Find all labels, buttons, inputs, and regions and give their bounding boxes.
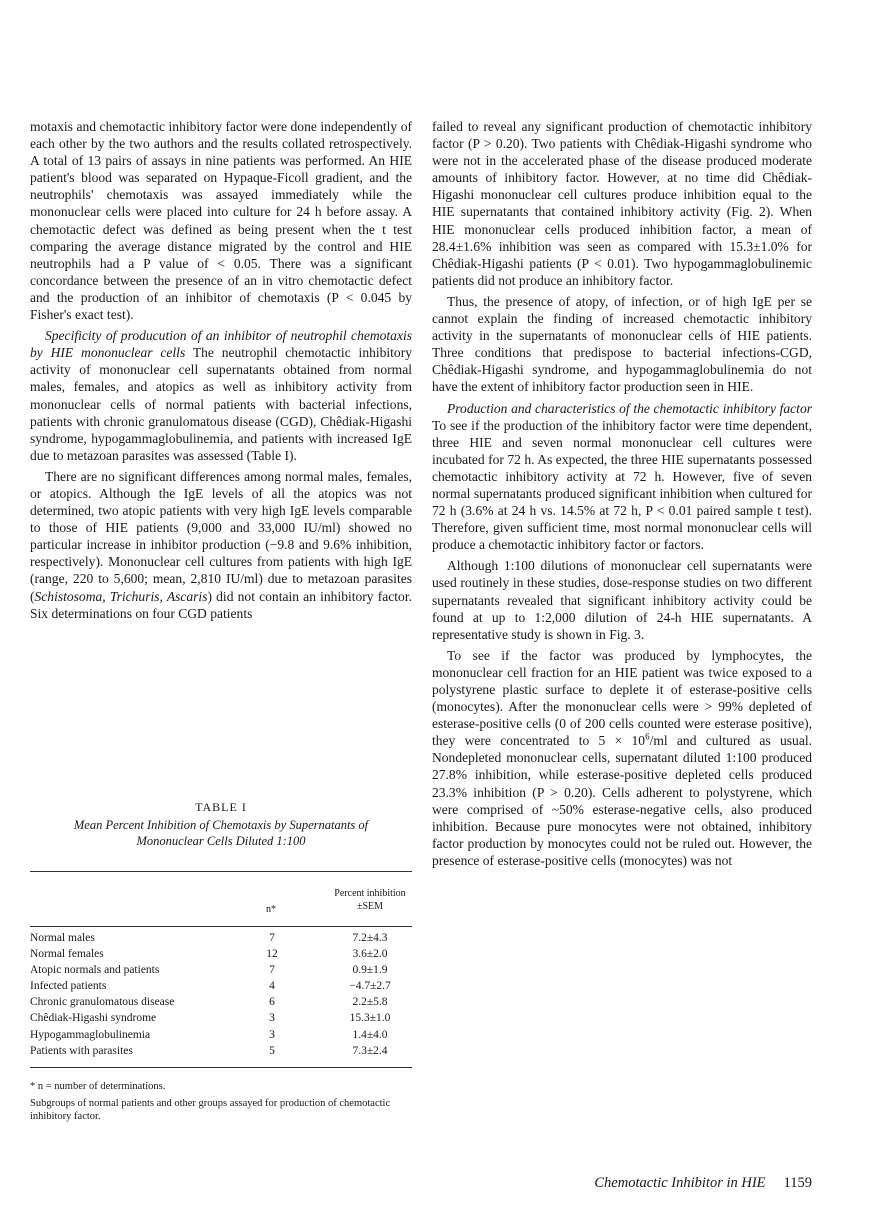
- row-value: 3.6±2.0: [352, 948, 388, 961]
- table-footnote: * n = number of determinations.: [30, 1080, 166, 1092]
- header-percent: [328, 887, 412, 913]
- paragraph-text: ) did not contain an inhibitory factor. Six determinations on four CGD patients: [30, 588, 412, 621]
- paragraph-text: There are no significant differences among normal males, females, or atopics. Although the IgE levels of all the atopics was not determined, two atopic patients with very high IgE levels comparable to those of HIE patients (9,000 and 33,000 IU/ml) showed no particular increase in inhibitor production (−9.8 and 9.6% inhibition, respectively). Mononuclear cell cultures from patients with high IgE (range, 220 to 5,600; mean, 2,810 IU/ml) due to metazoan parasites (: [30, 468, 412, 604]
- row-value: 0.9±1.9: [352, 964, 388, 977]
- section-text: To see if the production of the inhibitory factor were time dependent, three HIE and seven normal mononuclear cell cultures were incubated for 72 h. As expected, the three HIE supernatants possessed chemotactic inhibitory activity at 72 h. However, five of seven normal supernatants produced significant inhibition when cultured for 72 h (3.6% at 24 h vs. 14.5% at 72 h, P < 0.01 paired sample t test). Therefore, given sufficient time, most normal mononuclear cells will produce a chemotactic inhibitory factor or factors.: [432, 417, 812, 553]
- table-row: [30, 946, 412, 962]
- row-n: 4: [269, 980, 275, 993]
- section-heading: Production and characteristics of the chemotactic inhibitory factor: [447, 400, 812, 416]
- row-label: Patients with parasites: [30, 1044, 133, 1057]
- table-note: Subgroups of normal patients and other groups assayed for production of chemotactic inhibitory factor.: [30, 1098, 391, 1123]
- page-number: 1159: [783, 1175, 812, 1191]
- section-paragraph: [432, 400, 812, 554]
- row-label: Chronic granulomatous disease: [30, 996, 175, 1009]
- body-paragraph: Although 1:100 dilutions of mononuclear cell supernatants were used routinely in these studies, dose-response studies on two different supernatants revealed that significant inhibitory activity could be found at up to 1:2,000 dilution of 24-h HIE supernatants. A representative study is shown in Fig. 3.: [432, 558, 812, 642]
- table-row: [30, 1043, 412, 1059]
- table-row: [30, 930, 412, 946]
- row-value: 7.3±2.4: [352, 1044, 388, 1057]
- row-n: 3: [269, 1028, 275, 1041]
- body-paragraph: [432, 647, 812, 869]
- row-label: Chêdiak-Higashi syndrome: [30, 1012, 157, 1025]
- left-column: [30, 118, 412, 622]
- table-rule-bottom: [30, 1067, 412, 1068]
- table-1: [30, 800, 412, 1124]
- row-label: Normal males: [30, 932, 95, 944]
- paragraph-text: /ml and cultured as usual. Nondepleted mononuclear cells, supernatant diluted 1:100 produced 27.8% inhibition, while esterase-positive depleted cells produced 23.3% inhibition (P > 0.20). Cells adherent to polystyrene, which were comprised of ~50% esterase-negative cells, also produced inhibition. Because pure monocytes were not obtained, inhibitory factor production by monocytes could not be ruled out. However, the presence of esterase-positive cells (monocytes) was not: [432, 733, 812, 868]
- row-value: 15.3±1.0: [349, 1012, 391, 1025]
- row-label: Infected patients: [30, 980, 107, 993]
- body-paragraph: [30, 468, 412, 622]
- running-title: Chemotactic Inhibitor in HIE: [594, 1175, 766, 1191]
- body-paragraph: failed to reveal any significant production of chemotactic inhibitory factor (P > 0.20). Two patients with Chêdiak-Higashi syndrome who were not in the accelerated phase of the disease produced moderate amounts of inhibitory factor. However, at no time did Chêdiak-Higashi mononuclear cell cultures produce inhibition equal to the HIE supernatants that contained inhibitory activity (Fig. 2). When HIE mononuclear cells produced inhibition factor, a mean of 28.4±1.6% inhibition was seen as compared with 15.3±1.0% for Chêdiak-Higashi patients (P < 0.01). Two hypogammaglobulinemic patients did not produce an inhibitory factor.: [432, 119, 812, 288]
- row-value: 1.4±4.0: [352, 1028, 388, 1041]
- body-paragraph: motaxis and chemotactic inhibitory factor were done independently of each other by the two authors and the results collated retrospectively. A total of 13 pairs of assays in nine patients was performed. An HIE patient's blood was separated on Hypaque-Ficoll gradient, and the neutrophils' chemotaxis was assayed immediately while the mononuclear cells were placed into culture for 24 h before assay. A chemotactic defect was defined as being present when the t test comparing the average distance migrated by the control and HIE neutrophils had a P value of < 0.05. There was a significant concordance between the presence of an in vitro chemotactic defect and the production of an inhibitor of chemotaxis (P < 0.045 by Fisher's exact test).: [30, 119, 412, 323]
- table-notes: [30, 1080, 412, 1124]
- table-row: [30, 962, 412, 978]
- row-value: 2.2±5.8: [352, 996, 388, 1009]
- row-value: 7.2±4.3: [352, 932, 388, 944]
- row-n: 7: [269, 932, 275, 944]
- table-row: [30, 1010, 412, 1026]
- table-caption: TABLE I: [195, 800, 247, 814]
- row-n: 6: [269, 996, 275, 1009]
- row-label: Hypogammaglobulinemia: [30, 1028, 151, 1041]
- header-percent-line2: ±SEM: [356, 901, 384, 912]
- header-n: n*: [266, 904, 276, 915]
- table-header: [30, 882, 412, 926]
- section-text: The neutrophil chemotactic inhibitory activity of mononuclear cell supernatants obtained from normal males, females, and atopics as well as inhibitory activity from mononuclear cells of normal patients with bacterial infections, patients with chronic granulomatous disease (CGD), Chêdiak-Higashi syndrome, hypogammaglobulinemia, and patients with increased IgE due to metazoan parasites was assessed (Table I).: [30, 345, 412, 463]
- paragraph-text: To see if the factor was produced by lymphocytes, the mononuclear cell fraction for an HIE patient was twice exposed to a polystyrene plastic surface to deplete it of esterase-positive cells (monocytes). After the mononuclear cells were > 99% depleted of esterase-positive cells (0 of 200 cells counted were esterase positive), they were concentrated to 5 × 10: [432, 647, 812, 749]
- row-label: Atopic normals and patients: [30, 964, 160, 977]
- exponent: 6: [645, 731, 650, 742]
- section-paragraph: [30, 327, 412, 464]
- table-row: [30, 978, 412, 994]
- table-title: Mean Percent Inhibition of Chemotaxis by Supernatants of Mononuclear Cells Diluted 1:100: [73, 818, 369, 848]
- row-n: 5: [269, 1044, 275, 1057]
- body-paragraph: Thus, the presence of atopy, of infection, or of high IgE per se cannot explain the finding of increased chemotactic inhibitory activity in the supernatants of mononuclear cells of HIE patients. Three conditions that predispose to bacterial infections-CGD, Chêdiak-Higashi syndrome, and hypogammaglobulinemia do not have the extent of inhibitory factor production seen in HIE.: [432, 293, 812, 395]
- header-percent-line1: Percent inhibition: [334, 888, 406, 899]
- table-row: [30, 994, 412, 1010]
- row-value: −4.7±2.7: [349, 980, 391, 993]
- row-n: 12: [266, 948, 278, 961]
- row-n: 7: [269, 964, 275, 977]
- table-rule-top: [30, 871, 412, 872]
- parasite-names: Schistosoma, Trichuris, Ascaris: [34, 588, 208, 604]
- table-row: [30, 1027, 412, 1043]
- page-footer: [432, 1175, 812, 1192]
- right-column: [432, 118, 812, 869]
- row-label: Normal females: [30, 948, 104, 961]
- row-n: 3: [269, 1012, 275, 1025]
- section-heading: Specificity of producution of an inhibitor of neutrophil chemotaxis by HIE mononuclear cells: [30, 328, 412, 361]
- table-body: [30, 927, 412, 1067]
